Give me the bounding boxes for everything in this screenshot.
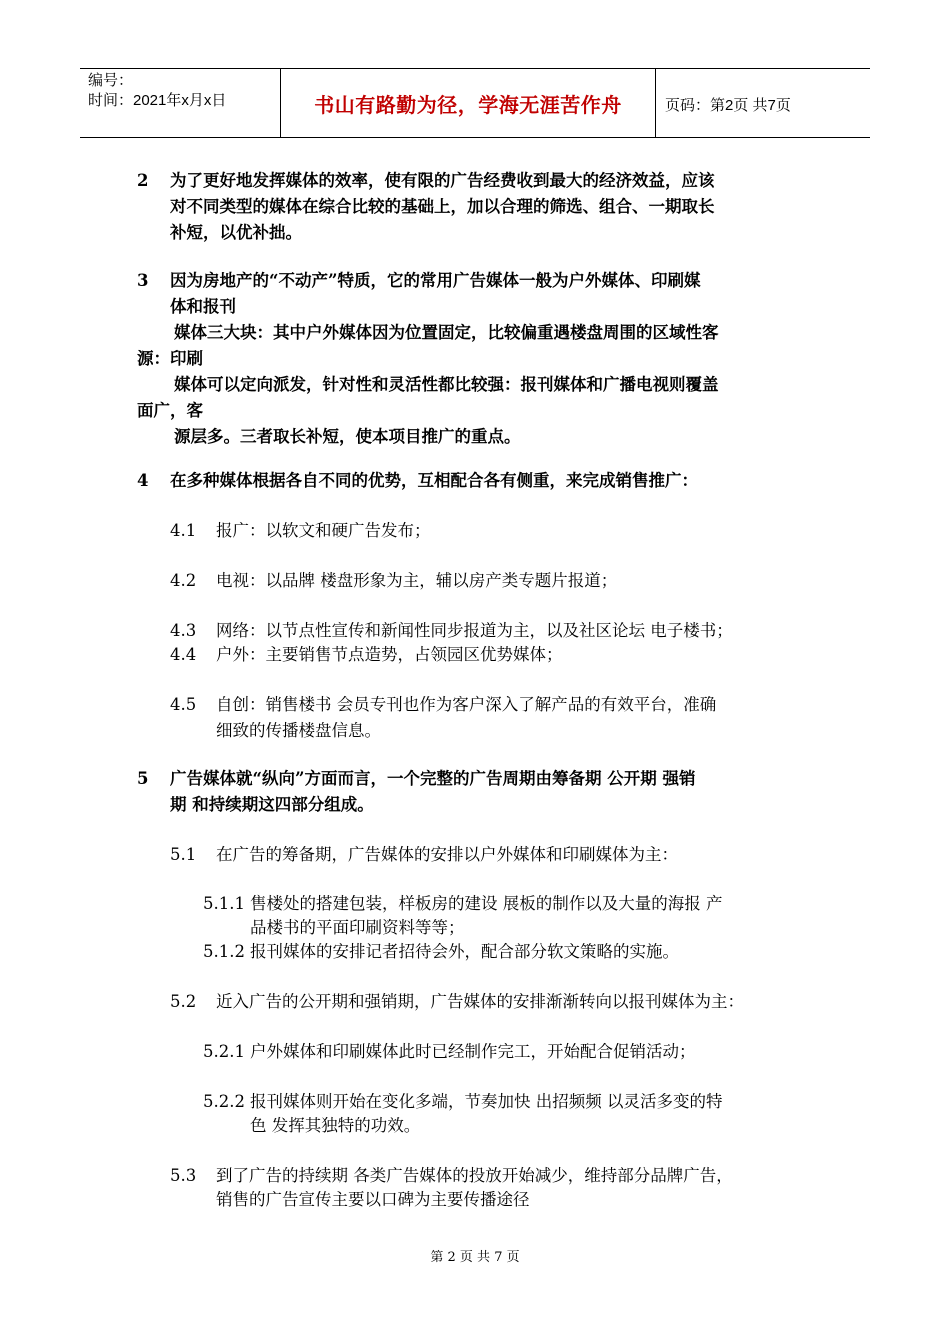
- item-number: 4.2: [170, 571, 197, 590]
- item-number: 4.4: [170, 645, 197, 664]
- document-number-label: 编号：: [88, 72, 134, 89]
- section-5-title-line-1: 广告媒体就“纵向”方面而言，一个完整的广告周期由筹备期 公开期 强销: [170, 769, 696, 788]
- item-number: 5.2.1: [203, 1042, 245, 1061]
- item-number: 5.2.2: [203, 1092, 245, 1111]
- item-number: 5.1.1: [203, 894, 245, 913]
- item-4-2-text: 电视：以品牌 楼盘形象为主，辅以房产类专题片报道；: [216, 571, 618, 590]
- item-5-1-text: 在广告的筹备期，广告媒体的安排以户外媒体和印刷媒体为主：: [216, 845, 678, 864]
- item-number: 5.3: [170, 1166, 197, 1185]
- item-number: 5.1.2: [203, 942, 245, 961]
- item-4-5-line-2: 细致的传播楼盘信息。: [216, 721, 381, 740]
- item-5-3-line-2: 销售的广告宣传主要以口碑为主要传播途径: [216, 1190, 530, 1209]
- section-3-line-4: 源：印刷: [137, 349, 203, 368]
- section-5-title-line-2: 期 和持续期这四部分组成。: [170, 795, 374, 814]
- item-5-3-line-1: 到了广告的持续期 各类广告媒体的投放开始减少，维持部分品牌广告，: [216, 1166, 733, 1185]
- item-number: 4.3: [170, 621, 197, 640]
- section-number: 4: [137, 471, 149, 490]
- item-4-1-text: 报广：以软文和硬广告发布；: [216, 521, 431, 540]
- section-2-line-3: 补短，以优补拙。: [170, 223, 302, 242]
- section-number: 5: [137, 769, 149, 788]
- item-5-1-1-line-2: 品楼书的平面印刷资料等等；: [250, 918, 465, 937]
- item-4-4-text: 户外：主要销售节点造势，占领园区优势媒体；: [216, 645, 563, 664]
- header-motto: 书山有路勤为径，学海无涯苦作舟: [280, 69, 656, 137]
- item-5-2-2-line-2: 色 发挥其独特的功效。: [250, 1116, 421, 1135]
- item-number: 5.1: [170, 845, 197, 864]
- page-footer: 第 2 页 共 7 页: [430, 1250, 520, 1265]
- section-3-line-3: 媒体三大块：其中户外媒体因为位置固定，比较偏重遇楼盘周围的区域性客: [174, 323, 719, 342]
- section-number: 3: [137, 271, 149, 290]
- section-number: 2: [137, 171, 149, 190]
- item-5-1-1-line-1: 售楼处的搭建包装，样板房的建设 展板的制作以及大量的海报 产: [250, 894, 723, 913]
- section-3-line-1: 因为房地产的“不动产”特质，它的常用广告媒体一般为户外媒体、印刷媒: [170, 271, 701, 290]
- item-5-2-text: 近入广告的公开期和强销期，广告媒体的安排渐渐转向以报刊媒体为主：: [216, 992, 744, 1011]
- section-3-line-2: 体和报刊: [170, 297, 236, 316]
- section-3-line-7: 源层多。三者取长补短，使本项目推广的重点。: [174, 427, 521, 446]
- item-5-2-1-text: 户外媒体和印刷媒体此时已经制作完工，开始配合促销活动；: [250, 1042, 696, 1061]
- section-4-title: 在多种媒体根据各自不同的优势，互相配合各有侧重，来完成销售推广：: [170, 471, 698, 490]
- item-5-1-2-text: 报刊媒体的安排记者招待会外，配合部分软文策略的实施。: [250, 942, 679, 961]
- page-header: [80, 68, 870, 138]
- section-3-line-5: 媒体可以定向派发，针对性和灵活性都比较强：报刊媒体和广播电视则覆盖: [174, 375, 719, 394]
- item-number: 5.2: [170, 992, 197, 1011]
- section-2-line-1: 为了更好地发挥媒体的效率，使有限的广告经费收到最大的经济效益，应该: [170, 171, 715, 190]
- header-page-info: 页码：第2页 共7页: [665, 97, 791, 114]
- section-2-line-2: 对不同类型的媒体在综合比较的基础上，加以合理的筛选、组合、一期取长: [170, 197, 715, 216]
- item-5-2-2-line-1: 报刊媒体则开始在变化多端，节奏加快 出招频频 以灵活多变的特: [250, 1092, 723, 1111]
- item-4-3-text: 网络：以节点性宣传和新闻性同步报道为主，以及社区论坛 电子楼书；: [216, 621, 733, 640]
- item-number: 4.1: [170, 521, 197, 540]
- item-4-5-line-1: 自创：销售楼书 会员专刊也作为客户深入了解产品的有效平台，准确: [216, 695, 717, 714]
- document-time-label: 时间：2021年x月x日: [88, 92, 227, 109]
- section-3-line-6: 面广，客: [137, 401, 203, 420]
- header-meta: [80, 69, 280, 137]
- item-number: 4.5: [170, 695, 197, 714]
